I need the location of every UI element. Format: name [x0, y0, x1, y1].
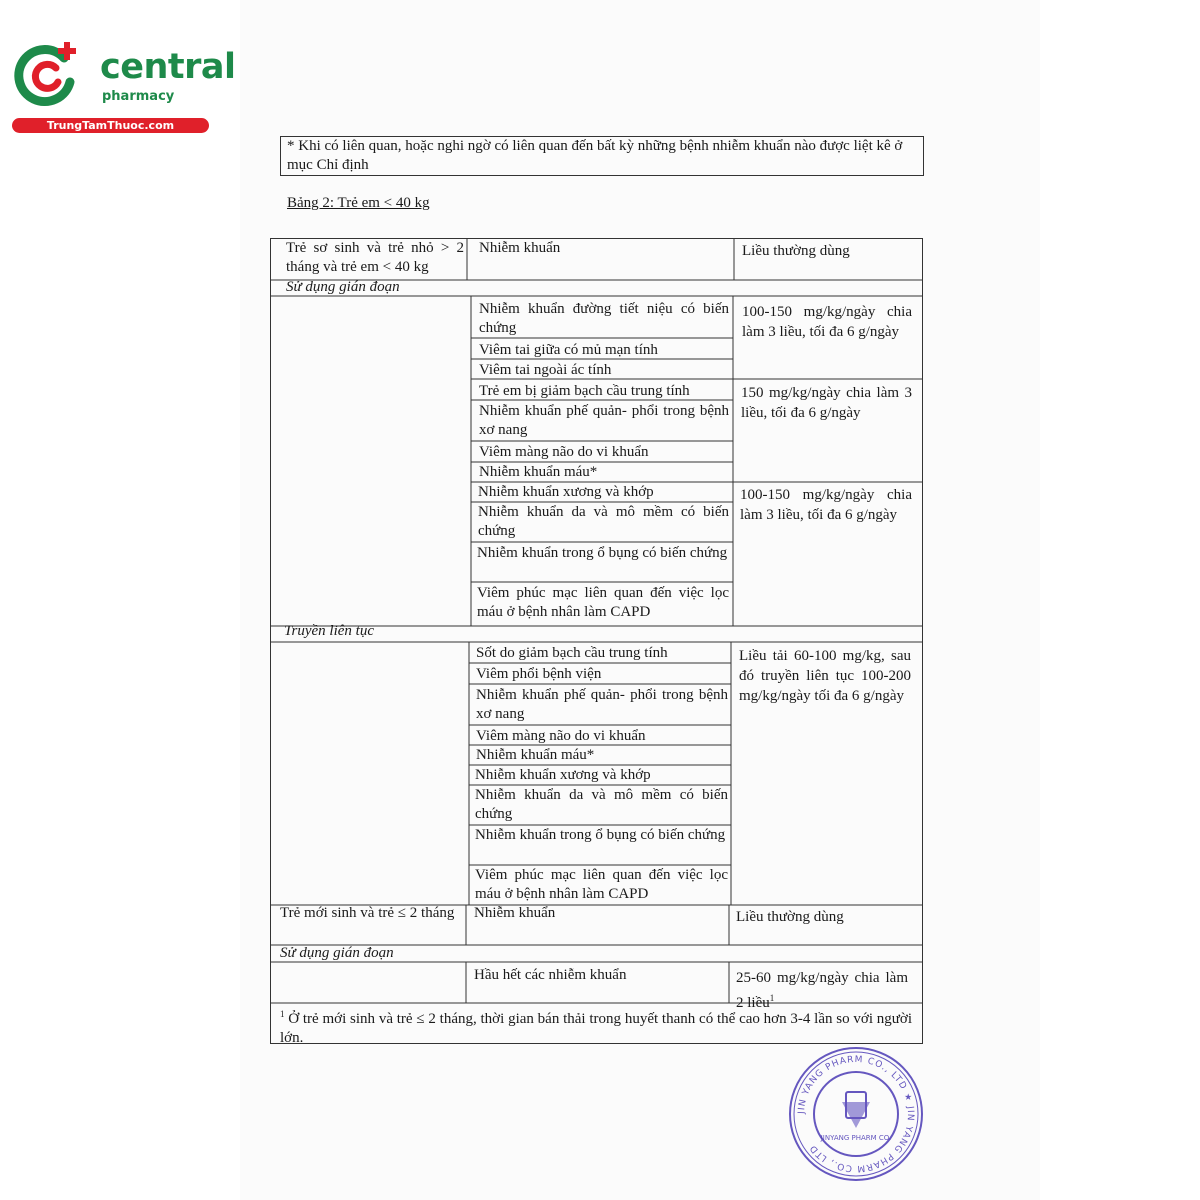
header-group-children: Trẻ sơ sinh và trẻ nhỏ > 2 tháng và trẻ em < 40 kg — [286, 240, 464, 275]
infection-row: Nhiễm khuẩn xương và khớp — [475, 767, 651, 783]
central-pharmacy-logo-icon — [12, 38, 82, 108]
header-infection: Nhiễm khuẩn — [474, 905, 556, 921]
section-title-intermittent: Sử dụng gián đoạn — [286, 279, 400, 295]
infection-row: Nhiễm khuẩn xương và khớp — [478, 484, 654, 500]
infection-row: Viêm tai giữa có mủ mạn tính — [479, 342, 658, 358]
dosage-table — [270, 238, 924, 1044]
dose-cell: 150 mg/kg/ngày chia làm 3 liều, tối đa 6 g/ngày — [741, 385, 912, 421]
infection-row: Nhiễm khuẩn trong ổ bụng có biến chứng — [475, 827, 726, 843]
infection-row: Nhiễm khuẩn máu* — [479, 464, 598, 480]
infection-row: Viêm màng não do vi khuẩn — [476, 728, 646, 744]
header-dose: Liều thường dùng — [742, 243, 850, 259]
header-dose: Liều thường dùng — [736, 909, 844, 925]
infection-row: Viêm phúc mạc liên quan đến việc lọc máu ở bệnh nhân làm CAPD — [477, 585, 729, 620]
stamp-center-text: JINYANG PHARM CO. — [820, 1134, 892, 1142]
infection-row: Viêm phúc mạc liên quan đến việc lọc máu ở bệnh nhân làm CAPD — [475, 867, 728, 902]
brand-tagline: pharmacy — [102, 89, 175, 104]
infection-row: Viêm tai ngoài ác tính — [479, 362, 612, 378]
brand-logo[interactable] — [12, 38, 236, 138]
footnote-text: Ở trẻ mới sinh và trẻ ≤ 2 tháng, thời gian bán thải trong huyết thanh có thể cao hơn 3-4 lần so với người lớn. — [280, 1011, 912, 1046]
stamp-ring-text: JIN YANG PHARM CO., LTD ★ JIN YANG PHARM CO., LTD — [796, 1054, 916, 1174]
infection-row: Nhiễm khuẩn phế quản- phổi trong bệnh xơ nang — [479, 403, 729, 438]
section-title-continuous: Truyền liên tục — [284, 623, 374, 639]
company-seal-stamp — [786, 1044, 926, 1184]
footnote-marker: 1 — [280, 1009, 285, 1019]
infection-row: Nhiễm khuẩn da và mô mềm có biến chứng — [475, 787, 728, 822]
infection-row: Nhiễm khuẩn phế quản- phổi trong bệnh xơ nang — [476, 687, 728, 722]
dose-cell: 100-150 mg/kg/ngày chia làm 3 liều, tối đa 6 g/ngày — [742, 304, 912, 340]
dose-cell: 100-150 mg/kg/ngày chia làm 3 liều, tối đa 6 g/ngày — [740, 487, 912, 523]
infection-row: Viêm phổi bệnh viện — [476, 666, 602, 682]
section-title-intermittent: Sử dụng gián đoạn — [280, 945, 394, 961]
infection-row: Viêm màng não do vi khuẩn — [479, 444, 649, 460]
infection-row: Trẻ em bị giảm bạch cầu trung tính — [479, 383, 690, 399]
infection-row: Nhiễm khuẩn da và mô mềm có biến chứng — [478, 504, 729, 539]
brand-name: central — [100, 47, 236, 87]
infection-row: Nhiễm khuẩn máu* — [476, 747, 595, 763]
infection-row: Nhiễm khuẩn trong ổ bụng có biến chứng — [477, 545, 728, 561]
header-group-newborn: Trẻ mới sinh và trẻ ≤ 2 tháng — [280, 905, 455, 921]
infection-row: Nhiễm khuẩn đường tiết niệu có biến chứng — [479, 301, 729, 336]
dose-cell: Liều tải 60-100 mg/kg, sau đó truyền liên tục 100-200 mg/kg/ngày tối đa 6 g/ngày — [739, 648, 911, 704]
note-box: * Khi có liên quan, hoặc nghi ngờ có liên quan đến bất kỳ những bệnh nhiễm khuẩn nào được liệt kê ở mục Chỉ định — [280, 136, 924, 176]
infection-row: Sốt do giảm bạch cầu trung tính — [476, 645, 668, 661]
header-infection: Nhiễm khuẩn — [479, 240, 561, 256]
brand-site: TrungTamThuoc.com — [12, 118, 209, 133]
infection-row: Hầu hết các nhiễm khuẩn — [474, 967, 627, 983]
footnote-ref: 1 — [769, 993, 775, 1003]
table-title: Bảng 2: Trẻ em < 40 kg — [287, 195, 430, 211]
footnote — [280, 1005, 912, 1048]
dose-text: 25-60 mg/kg/ngày chia làm 2 liều — [736, 970, 908, 1011]
